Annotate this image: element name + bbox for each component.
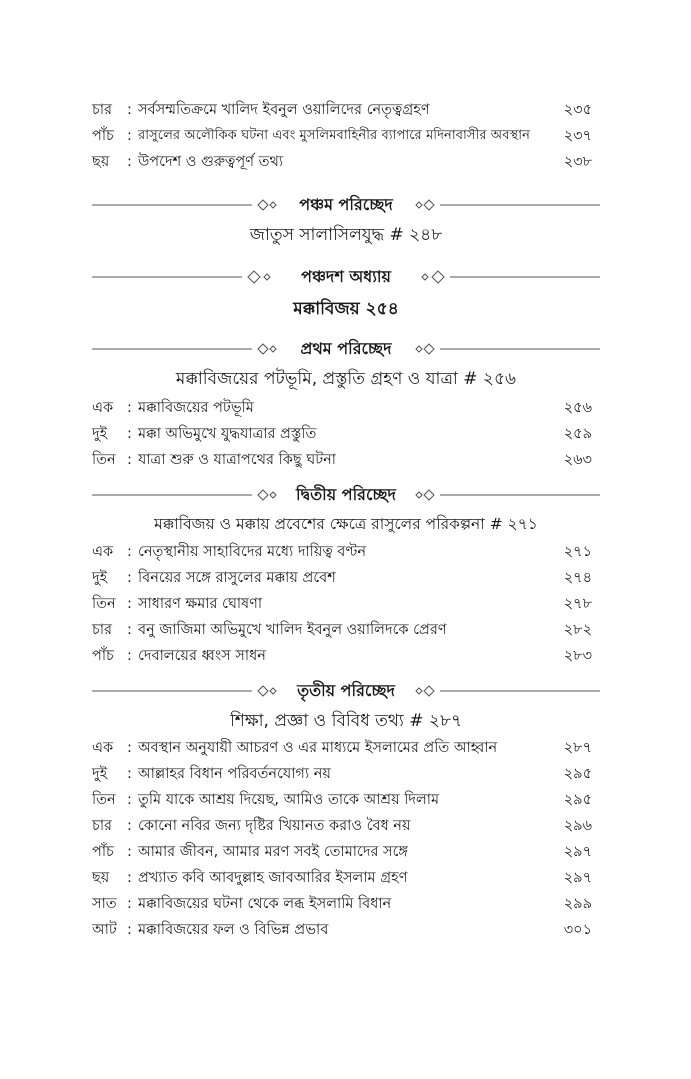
separator: : xyxy=(127,596,132,612)
entry-number: এক xyxy=(92,740,114,756)
separator: : xyxy=(127,102,132,118)
toc-entry xyxy=(92,448,592,472)
entry-number: দুই xyxy=(92,426,108,442)
entry-title: সর্বসম্মতিক্রমে খালিদ ইবনুল ওয়ালিদের নেতৃত্বগ্রহণ xyxy=(138,102,430,118)
separator: : xyxy=(127,426,132,442)
section-heading-ornament xyxy=(92,680,600,702)
chapter-heading: পঞ্চদশ অধ্যায় xyxy=(301,267,391,286)
entry-page: ২৩৭ xyxy=(563,128,592,144)
entry-title: তুমি যাকে আশ্রয় দিয়েছ, আমিও তাকে আশ্রয় দিলাম xyxy=(138,792,440,808)
separator: : xyxy=(127,844,132,860)
entry-page: ২৯৯ xyxy=(563,896,592,912)
entry-page: ৩০১ xyxy=(563,922,592,938)
section-heading: প্রথম পরিচ্ছেদ xyxy=(300,339,392,358)
entry-number: দুই xyxy=(92,766,108,782)
toc-entry xyxy=(92,592,592,616)
toc-entry xyxy=(92,618,592,642)
entry-page: ২৯৭ xyxy=(563,870,592,886)
entry-number: চার xyxy=(92,818,113,834)
separator: : xyxy=(127,452,132,468)
entry-page: ২৭৪ xyxy=(563,570,592,586)
entry-number: পাঁচ xyxy=(92,844,114,860)
entry-page: ২৬৩ xyxy=(563,452,592,468)
separator: : xyxy=(127,570,132,586)
entry-number: পাঁচ xyxy=(92,128,114,144)
entry-title: বনু জাজিমা অভিমুখে খালিদ ইবনুল ওয়ালিদকে প্রেরণ xyxy=(138,622,447,638)
entry-number: সাত xyxy=(92,896,117,912)
entry-number: ছয় xyxy=(92,870,110,886)
entry-page: ২৯৭ xyxy=(563,844,592,860)
separator: : xyxy=(127,818,132,834)
entry-title: মক্কা অভিমুখে যুদ্ধযাত্রার প্রস্তুতি xyxy=(138,426,317,442)
entry-title: মক্কাবিজয়ের ফল ও বিভিন্ন প্রভাব xyxy=(138,922,329,938)
toc-entry xyxy=(92,866,592,890)
toc-entry xyxy=(92,422,592,446)
entry-page: ২৮২ xyxy=(563,622,592,638)
entry-page: ২৩৫ xyxy=(563,102,592,118)
section-heading: দ্বিতীয় পরিচ্ছেদ xyxy=(296,485,396,504)
entry-number: আট xyxy=(92,922,117,938)
section-subtitle: মক্কাবিজয়ের পটভূমি, প্রস্তুতি গ্রহণ ও যাত্রা # ২৫৬ xyxy=(175,369,517,389)
toc-entry xyxy=(92,814,592,838)
entry-title: উপদেশ ও গুরুত্বপূর্ণ তথ্য xyxy=(138,154,284,170)
section-heading: পঞ্চম পরিচ্ছেদ xyxy=(299,195,393,214)
separator: : xyxy=(127,544,132,560)
entry-number: দুই xyxy=(92,570,108,586)
toc-entry xyxy=(92,892,592,916)
section-subtitle: মক্কাবিজয় ও মক্কায় প্রবেশের ক্ষেত্রে রাসুলের পরিকল্পনা # ২৭১ xyxy=(154,515,538,533)
separator: : xyxy=(127,648,132,664)
toc-entry xyxy=(92,918,592,942)
entry-title: বিনয়ের সঙ্গে রাসুলের মক্কায় প্রবেশ xyxy=(138,570,336,586)
chapter-heading-ornament xyxy=(92,266,600,288)
entry-number: তিন xyxy=(92,596,116,612)
entry-number: পাঁচ xyxy=(92,648,114,664)
entry-number: চার xyxy=(92,622,113,638)
toc-entry xyxy=(92,150,592,174)
entry-page: ২৭১ xyxy=(563,544,592,560)
entry-title: আমার জীবন, আমার মরণ সবই তোমাদের সঙ্গে xyxy=(138,844,409,860)
toc-entry xyxy=(92,762,592,786)
section-heading-ornament xyxy=(92,484,600,506)
entry-title: প্রখ্যাত কবি আবদুল্লাহ জাবআরির ইসলাম গ্রহণ xyxy=(138,870,408,886)
toc-entry xyxy=(92,840,592,864)
section-subtitle: শিক্ষা, প্রজ্ঞা ও বিবিধ তথ্য # ২৮৭ xyxy=(229,711,463,731)
entry-page: ২৫৯ xyxy=(563,426,592,442)
separator: : xyxy=(127,766,132,782)
chapter-subtitle: মক্কাবিজয় ২৫৪ xyxy=(293,299,399,319)
toc-entry xyxy=(92,788,592,812)
entry-number: ছয় xyxy=(92,154,110,170)
toc-entry xyxy=(92,98,592,122)
entry-title: নেতৃস্থানীয় সাহাবিদের মধ্যে দায়িত্ব বণ্টন xyxy=(138,544,367,560)
entry-page: ২৩৮ xyxy=(563,154,592,170)
entry-number: এক xyxy=(92,400,114,416)
entry-title: সাধারণ ক্ষমার ঘোষণা xyxy=(138,596,263,612)
separator: : xyxy=(127,622,132,638)
toc-entry xyxy=(92,736,592,760)
separator: : xyxy=(127,740,132,756)
section-heading-ornament xyxy=(92,194,600,216)
toc-entry xyxy=(92,396,592,420)
entry-title: মক্কাবিজয়ের পটভূমি xyxy=(138,400,254,416)
entry-title: রাসুলের অলৌকিক ঘটনা এবং মুসলিমবাহিনীর ব্যাপারে মদিনাবাসীর অবস্থান xyxy=(138,128,530,143)
entry-page: ২৯৬ xyxy=(563,818,592,834)
entry-title: দেবালয়ের ধ্বংস সাধন xyxy=(138,648,266,664)
entry-title: কোনো নবির জন্য দৃষ্টির খিয়ানত করাও বৈধ নয় xyxy=(138,818,411,834)
entry-number: এক xyxy=(92,544,114,560)
entry-title: মক্কাবিজয়ের ঘটনা থেকে লব্ধ ইসলামি বিধান xyxy=(138,896,392,912)
entry-number: তিন xyxy=(92,792,116,808)
entry-number: তিন xyxy=(92,452,116,468)
separator: : xyxy=(127,400,132,416)
separator: : xyxy=(127,870,132,886)
entry-number: চার xyxy=(92,102,113,118)
separator: : xyxy=(127,896,132,912)
entry-page: ২৮৩ xyxy=(563,648,592,664)
toc-entry xyxy=(92,566,592,590)
entry-page: ২৮৭ xyxy=(563,740,592,756)
toc-entry xyxy=(92,540,592,564)
toc-entry xyxy=(92,124,592,148)
separator: : xyxy=(127,128,132,144)
entry-page: ২৭৮ xyxy=(563,596,592,612)
section-heading-ornament xyxy=(92,338,600,360)
separator: : xyxy=(127,792,132,808)
entry-title: অবস্থান অনুযায়ী আচরণ ও এর মাধ্যমে ইসলামের প্রতি আহ্বান xyxy=(138,740,498,756)
entry-page: ২৯৫ xyxy=(563,792,592,808)
section-subtitle: জাতুস সালাসিলযুদ্ধ # ২৪৮ xyxy=(249,225,443,245)
entry-page: ২৫৬ xyxy=(563,400,592,416)
entry-page: ২৯৫ xyxy=(563,766,592,782)
separator: : xyxy=(127,154,132,170)
toc-entry xyxy=(92,644,592,668)
section-heading: তৃতীয় পরিচ্ছেদ xyxy=(297,681,395,700)
entry-title: আল্লাহর বিধান পরিবর্তনযোগ্য নয় xyxy=(138,766,331,782)
separator: : xyxy=(127,922,132,938)
entry-title: যাত্রা শুরু ও যাত্রাপথের কিছু ঘটনা xyxy=(138,452,336,468)
